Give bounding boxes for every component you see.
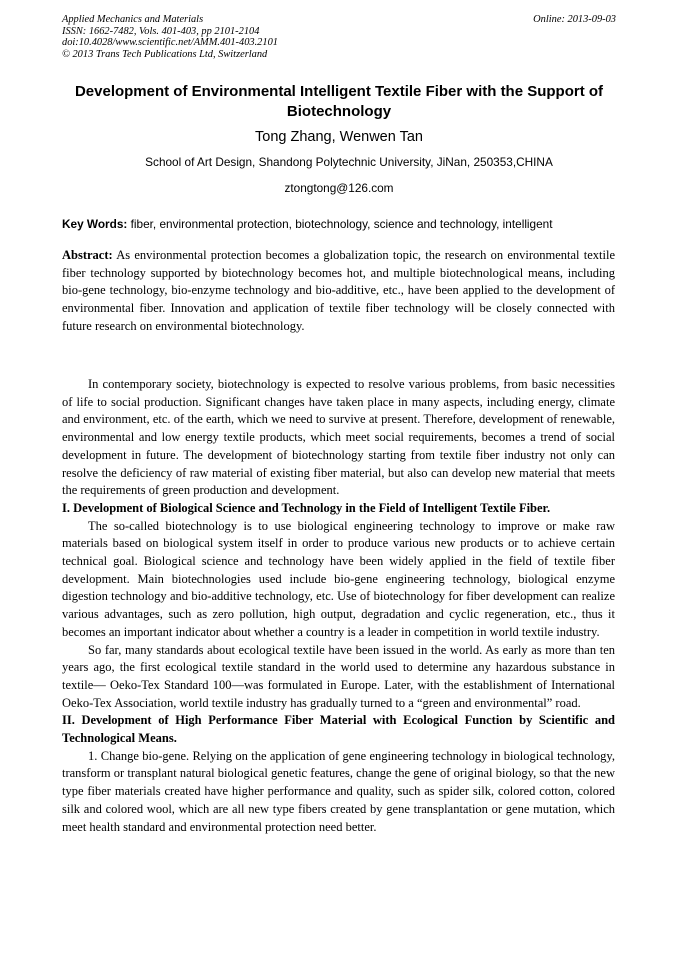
author-email: ztongtong@126.com <box>284 181 394 195</box>
section2-paragraph-1: 1. Change bio-gene. Relying on the application of gene engineering technology in biological technology, transform or transplant natural biological genetic features, change the gene of original biology, so that the new type fiber materials created have higher performance and quality, such as spider silk, colored cotton, colored silk and colored wool, which are all new type fibers created by gene transplantation or gene mutation, which meet health standard and environmental protection need better. <box>62 748 615 834</box>
journal-name: Applied Mechanics and Materials <box>62 14 204 25</box>
keywords-label: Key Words: <box>62 217 128 231</box>
journal-header <box>62 14 616 60</box>
main-text <box>62 376 615 836</box>
section-heading-1: I. Development of Biological Science and Technology in the Field of Intelligent Textile Fiber. <box>62 500 551 515</box>
affiliation: School of Art Design, Shandong Polytechnic University, JiNan, 250353,CHINA <box>145 155 553 169</box>
section1-paragraph-2: So far, many standards about ecological textile have been issued in the world. As early as more than ten years ago, the first ecological textile standard in the world used to determine any hazardous substance in textile— Oeko-Tex Standard 100—was formulated in Europe. Later, with the establishment of International Oeko-Tex Association, world textile industry has gradually turned to a “green and environmental” road. <box>62 642 615 710</box>
keywords-text: fiber, environmental protection, biotechnology, science and technology, intelligent <box>127 217 553 231</box>
abstract-label: Abstract: <box>62 248 113 262</box>
section1-paragraph-1: The so-called biotechnology is to use biological engineering technology to improve or make raw materials based on biological system itself in order to produce various new products or to achieve certain technical goal. Biological science and technology have been widely applied in the field of textile fiber development. Main biotechnologies used include bio-gene engineering technology, biological enzyme digestion technology and bio-additive technology, etc. Use of biotechnology for fiber development can realize various advantages, such as zero pollution, high output, degradation and cyclic regeneration, etc., thus it becomes an important indicator about whether a country is a leader in competition in world textile industry. <box>62 518 615 639</box>
keywords <box>62 217 622 232</box>
issn-line: ISSN: 1662-7482, Vols. 401-403, pp 2101-2104 <box>62 25 260 37</box>
copyright-line: © 2013 Trans Tech Publications Ltd, Switzerland <box>62 48 268 60</box>
intro-paragraph: In contemporary society, biotechnology is expected to resolve various problems, from basic necessities of life to social production. Significant changes have taken place in many aspects, including energy, climate and environment, etc. of the earth, which we need to survive at present. Therefore, development of renewable, environmental and low energy textile products, which meet social requirements, becomes a trend of social development in future. The development of biotechnology starting from textile fiber industry not only can resolve the deficiency of raw material of existing fiber material, but also can develop new material that meets the requirements of green production and development. <box>62 377 615 498</box>
online-date: Online: 2013-09-03 <box>533 14 616 25</box>
authors: Tong Zhang, Wenwen Tan <box>255 129 423 145</box>
doi-line: doi:10.4028/www.scientific.net/AMM.401-403.2101 <box>62 37 278 49</box>
abstract <box>62 247 615 336</box>
paper-title: Development of Environmental Intelligent Textile Fiber with the Support of Biotechnology <box>74 83 604 120</box>
abstract-text: As environmental protection becomes a globalization topic, the research on environmental textile fiber technology supported by biotechnology becomes hot, and multiple biotechnological means, including bio-gene technology, bio-enzyme technology and bio-additive, etc., have been applied to the development of environmental fiber. Innovation and application of textile fiber technology will be closely connected with future research on environmental biotechnology. <box>62 248 615 333</box>
section-heading-2: II. Development of High Performance Fiber Material with Ecological Function by Scientific and Technological Means. <box>62 713 615 746</box>
